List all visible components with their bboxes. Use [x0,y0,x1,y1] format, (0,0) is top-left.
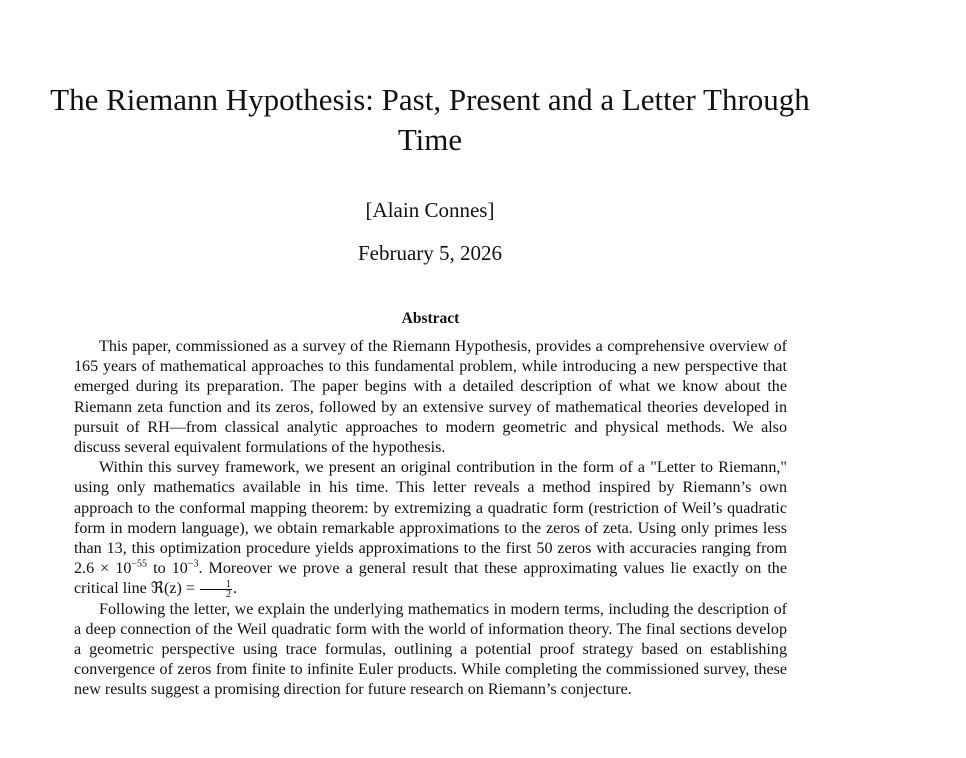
abstract-paragraph-3: Following the letter, we explain the underlying mathematics in modern terms, including the description of a deep connection of the Weil quadratic form with the world of information theory. The final sections develop a geometric perspective using trace formulas, outlining a potential proof strategy based on establishing convergence of zeros from finite to infinite Euler products. While completing the commissioned survey, these new results suggest a promising direction for future research on Riemann’s conjecture. [74,600,787,699]
abstract-p2-text-b: to 10 [147,560,188,578]
fraction-numerator: 1 [200,580,232,590]
exponent-2: −3 [187,558,199,570]
abstract-paragraph-2 [74,458,787,599]
date: February 5, 2026 [357,241,503,265]
abstract-p2-text-a: Within this survey framework, we present an original contribution in the form of a "Letter to Riemann," using only mathematics available in his time. This letter reveals a method inspired by Riemann’s own approach to the conformal mapping theorem: by extremizing a quadratic form (restriction of Weil’s quadratic form in modern language), we obtain remarkable approximations to the zeros of zeta. Using only primes less than 13, this optimization procedure yields approximations to the first 50 zeros with accuracies ranging from 2.6 × 10 [74,459,787,578]
author: [Alain Connes] [365,198,495,222]
abstract-body [74,337,787,701]
paper-title: The Riemann Hypothesis: Past, Present and a Letter Through Time [50,82,810,157]
fraction-one-half [200,580,232,599]
abstract-paragraph-1: This paper, commissioned as a survey of the Riemann Hypothesis, provides a comprehensive overview of 165 years of mathematical approaches to this fundamental problem, while introducing a new perspective that emerged during its preparation. The paper begins with a detailed description of what we know about the Riemann zeta function and its zeros, followed by an extensive survey of mathematical theories developed in pursuit of RH—from classical analytic approaches to modern geometric and physical methods. We also discuss several equivalent formulations of the hypothesis. [74,338,787,457]
abstract-heading: Abstract [401,310,460,327]
abstract-p2-text-c: . Moreover we prove a general result that these approximating values lie exactly on the critical line ℜ(z) = [74,560,787,598]
fraction-denominator: 2 [225,589,231,601]
abstract-p2-text-d: . [232,580,237,598]
exponent-1: −55 [131,558,148,570]
